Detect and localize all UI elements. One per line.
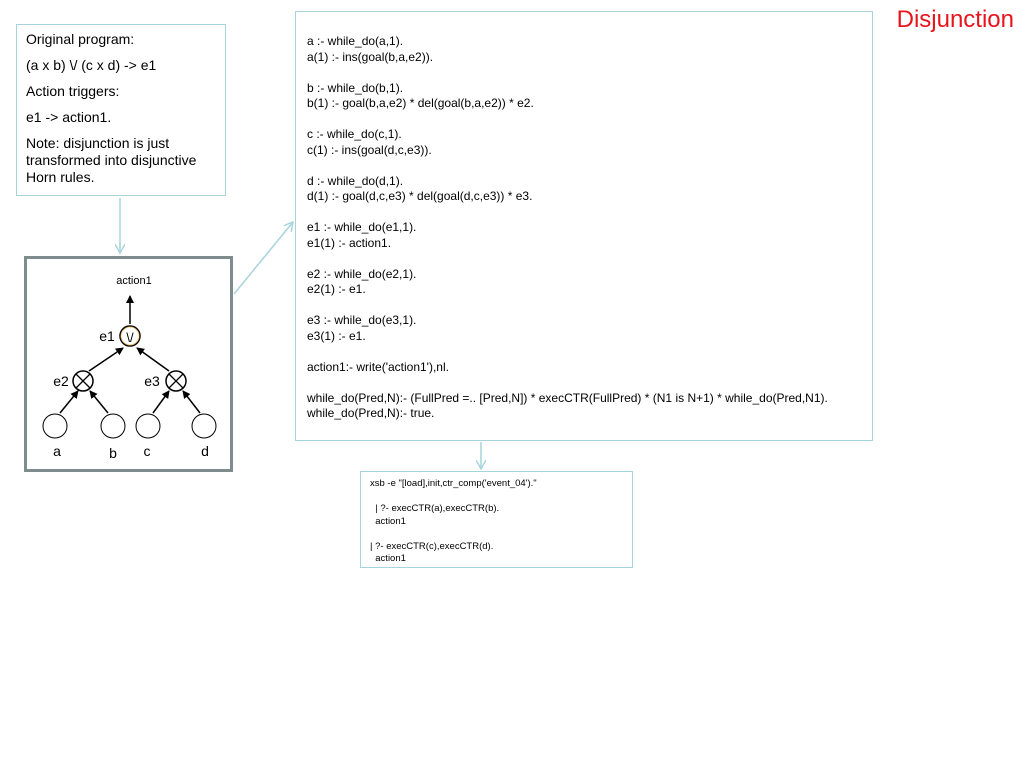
e2-label: e2 xyxy=(53,373,69,389)
leaf-b-label: b xyxy=(109,445,117,461)
code-line: e3(1) :- e1. xyxy=(307,328,366,343)
output-line: | ?- execCTR(c),execCTR(d). xyxy=(370,540,494,552)
code-block xyxy=(307,313,861,344)
edge-a-to-e2 xyxy=(60,391,78,413)
code-line: e1 :- while_do(e1,1). xyxy=(307,220,417,234)
original-heading: Original program: xyxy=(26,31,135,47)
code-block xyxy=(307,174,861,205)
code-line: c :- while_do(c,1). xyxy=(307,127,402,141)
leaf-b-node xyxy=(101,414,125,438)
code-line: while_do(Pred,N):- (FullPred =.. [Pred,N]) * execCTR(FullPred) * (N1 is N+1) * while_do(Pred,N1). xyxy=(307,390,828,405)
code-block xyxy=(307,220,861,251)
code-line: e2(1) :- e1. xyxy=(307,282,366,296)
arrow-tree-to-code xyxy=(234,222,293,294)
output-line xyxy=(370,491,623,504)
e3-label: e3 xyxy=(144,373,160,389)
edge-c-to-e3 xyxy=(153,391,169,413)
or-symbol: \/ xyxy=(126,330,134,345)
tree-svg xyxy=(27,259,230,469)
code-line: a :- while_do(a,1). xyxy=(307,34,404,48)
tree-diagram xyxy=(24,256,233,472)
action1-label: action1 xyxy=(116,275,152,287)
output-line: xsb -e "[load],init,ctr_comp('event_04')." xyxy=(370,478,537,489)
leaf-d-label: d xyxy=(201,443,209,459)
code-line: d(1) :- goal(d,c,e3) * del(goal(d,c,e3)) * e3. xyxy=(307,189,533,203)
root-node-label: e1 xyxy=(99,328,115,344)
edge-e3-to-root xyxy=(137,348,169,371)
code-line: e1(1) :- action1. xyxy=(307,235,392,250)
code-line: b :- while_do(b,1). xyxy=(307,80,404,95)
code-block xyxy=(307,34,861,65)
run-output-box xyxy=(360,471,633,568)
edge-d-to-e3 xyxy=(183,391,200,413)
code-block xyxy=(307,81,861,112)
leaf-d-node xyxy=(192,414,216,438)
code-block xyxy=(307,267,861,298)
edge-b-to-e2 xyxy=(90,391,108,413)
code-line: while_do(Pred,N):- true. xyxy=(307,406,435,420)
trigger-rule: e1 -> action1. xyxy=(26,109,112,125)
code-block xyxy=(307,360,861,376)
run-lines xyxy=(370,478,623,566)
page-title: Disjunction xyxy=(896,6,1014,33)
triggers-heading: Action triggers: xyxy=(26,83,120,99)
disjunction-note: Note: disjunction is just transformed into disjunctive Horn rules. xyxy=(26,135,197,185)
output-line: action1 xyxy=(370,515,406,527)
code-line: e2 :- while_do(e2,1). xyxy=(307,266,417,281)
code-line: b(1) :- goal(b,a,e2) * del(goal(b,a,e2)) * e2. xyxy=(307,96,534,110)
leaf-c-label: c xyxy=(143,443,151,459)
code-line: e3 :- while_do(e3,1). xyxy=(307,313,417,327)
original-program-box xyxy=(16,24,226,196)
code-block xyxy=(307,391,861,422)
code-line: c(1) :- ins(goal(d,c,e3)). xyxy=(307,142,432,157)
code-block xyxy=(307,127,861,158)
code-blocks xyxy=(307,34,861,422)
output-line: | ?- execCTR(a),execCTR(b). xyxy=(370,503,500,514)
code-line: d :- while_do(d,1). xyxy=(307,173,404,188)
code-line: a(1) :- ins(goal(b,a,e2)). xyxy=(307,49,434,64)
original-formula: (a x b) \/ (c x d) -> e1 xyxy=(26,57,157,73)
leaf-a-label: a xyxy=(53,443,61,459)
code-listing-box xyxy=(295,11,873,441)
output-line: action1 xyxy=(370,553,406,564)
code-line: action1:- write('action1'),nl. xyxy=(307,359,449,374)
leaf-a-node xyxy=(43,414,67,438)
leaf-c-node xyxy=(136,414,160,438)
edge-e2-to-root xyxy=(89,348,123,371)
output-line xyxy=(370,528,623,541)
